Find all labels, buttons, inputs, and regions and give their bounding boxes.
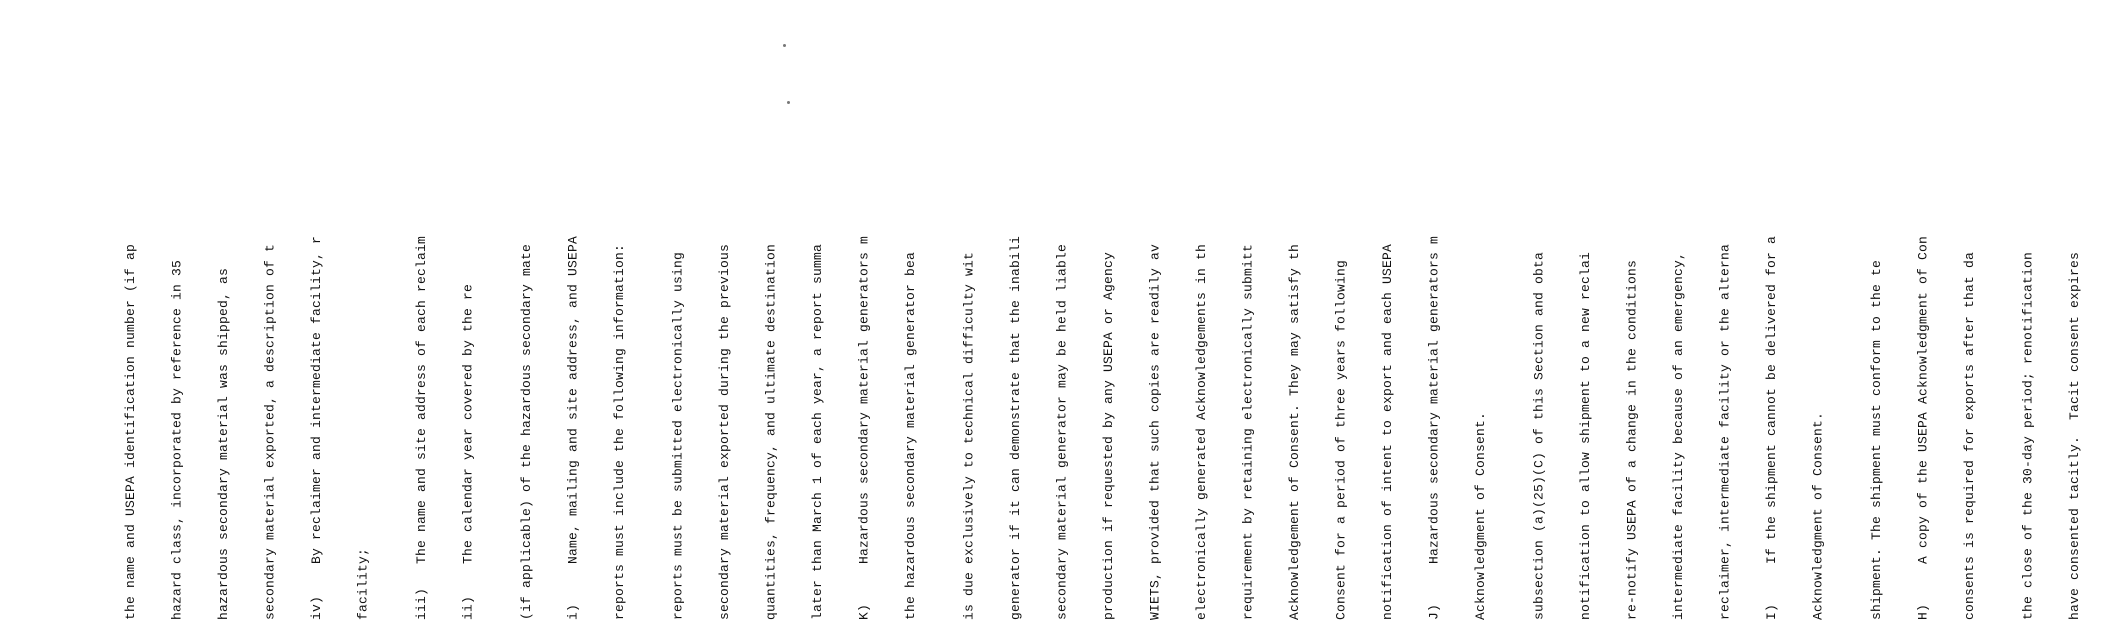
text-line: have consented tacitly. Tacit consent expires [2067, 251, 2082, 620]
text-line: Consent for a period of three years following [1333, 259, 1349, 620]
text-line: the close of the 30-day period; renotification [2020, 251, 2036, 620]
text-line: shipment. The shipment must conform to the te [1869, 259, 1884, 620]
text-line: WIETS, provided that such copies are readily av [1147, 243, 1163, 620]
text-line: K) Hazardous secondary material generators m [856, 235, 872, 620]
text-line: Acknowledgement of Consent. They may satisfy th [1287, 243, 1302, 620]
text-line: Acknowledgment of Consent. [1473, 411, 1488, 620]
text-line: ii) The calendar year covered by the re [460, 283, 476, 620]
text-line: notification of intent to export and each USEPA [1380, 243, 1395, 620]
text-line: consents is required for exports after that da [1962, 251, 1977, 620]
text-line: secondary material generator may be held liable [1054, 243, 1070, 620]
text-line: is due exclusively to technical difficulty wit [961, 251, 977, 620]
text-line: the hazardous secondary material generator bea [903, 251, 918, 620]
text-line: secondary material exported, a description of t [262, 243, 278, 620]
text-line: i) Name, mailing and site address, and USEPA [565, 235, 581, 620]
text-line: H) A copy of the USEPA Acknowledgment of Con [1915, 235, 1931, 620]
text-line: quantities, frequency, and ultimate destination [763, 243, 779, 620]
text-line: the name and USEPA identification number (if ap [123, 243, 138, 620]
scan-speck [787, 101, 790, 104]
text-line: iv) By reclaimer and intermediate facility, r [309, 235, 324, 620]
text-line: subsection (a)(25)(C) of this Section and obta [1531, 251, 1547, 620]
text-line: reclaimer, intermediate facility or the alterna [1717, 243, 1733, 620]
text-line: reports must include the following information: [612, 243, 627, 620]
text-line: electronically generated Acknowledgements in th [1194, 243, 1209, 620]
text-line: hazard class, incorporated by reference in 35 [169, 259, 185, 620]
text-line: reports must be submitted electronically using [670, 251, 686, 620]
text-line: J) Hazardous secondary material generators m [1426, 235, 1442, 620]
text-line: facility; [355, 547, 371, 620]
text-line: requirement by retaining electronically submitt [1240, 243, 1256, 620]
text-line: I) If the shipment cannot be delivered for a [1764, 235, 1779, 620]
text-line: intermediate facility because of an emergency, [1671, 251, 1686, 620]
text-line: production if requested by any USEPA or Agency [1101, 251, 1116, 620]
text-line: iii) The name and site address of each reclaim [414, 235, 429, 620]
text-line: hazardous secondary material was shipped, as [216, 267, 231, 620]
text-line: (if applicable) of the hazardous secondary mate [519, 243, 534, 620]
rotated-text-block [92, 120, 2082, 620]
text-line: secondary material exported during the previous [717, 243, 732, 620]
text-line: Acknowledgment of Consent. [1810, 411, 1826, 620]
text-line: re-notify USEPA of a change in the conditions [1624, 259, 1640, 620]
text-line: later than March 1 of each year, a report summa [810, 243, 825, 620]
text-line: generator if it can demonstrate that the inabili [1008, 235, 1023, 620]
text-line: notification to allow shipment to a new reclai [1578, 251, 1593, 620]
scan-speck [783, 44, 786, 47]
